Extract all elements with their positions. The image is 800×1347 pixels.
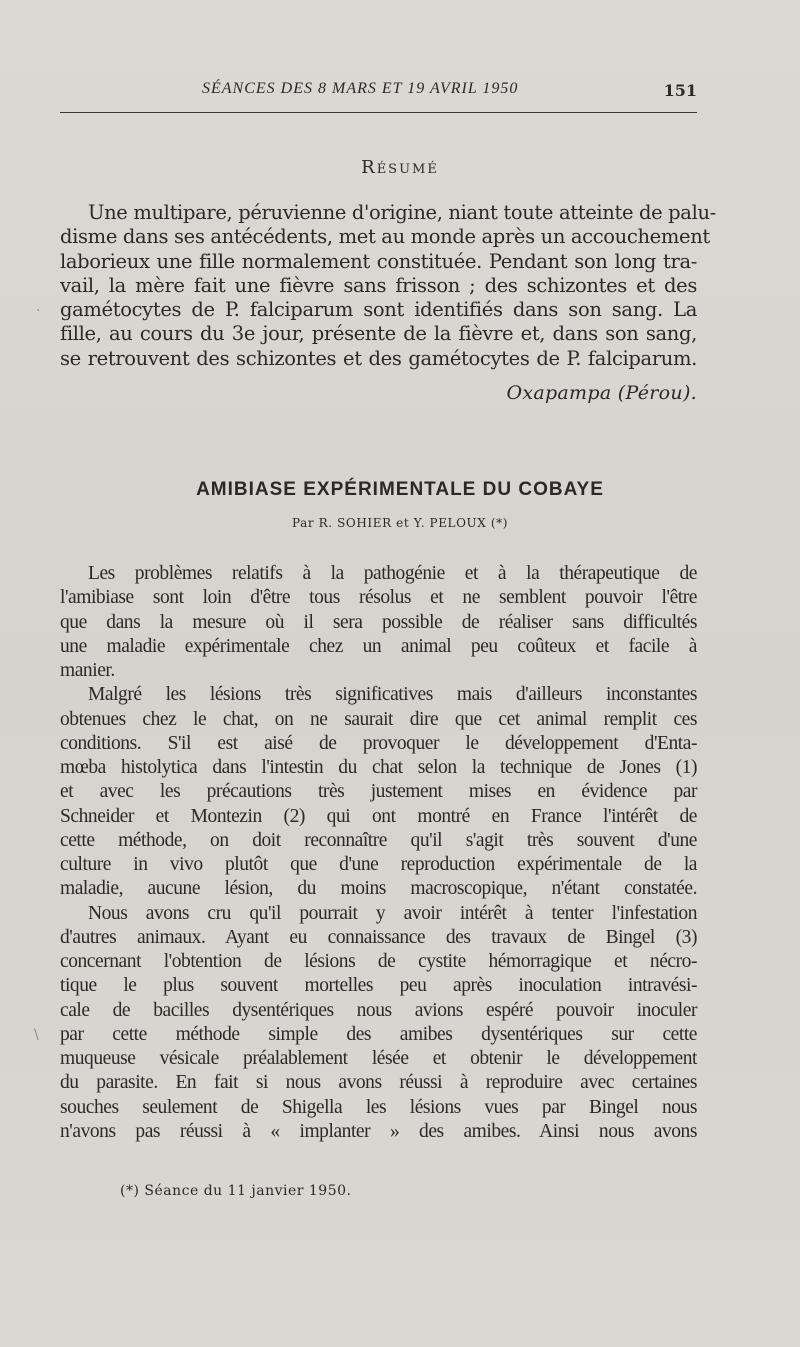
body-line: obtenues chez le chat, on ne saurait dire que cet animal remplit ces bbox=[60, 708, 697, 730]
body-line: l'amibiase sont loin d'être tous résolus et ne semblent pouvoir l'être bbox=[60, 587, 697, 609]
body-line: muqueuse vésicale préalablement lésée et obtenir le développement bbox=[60, 1048, 697, 1069]
article-byline: Par R. SOHIER et Y. PELOUX (*) bbox=[292, 516, 508, 530]
resume-line: laborieux une fille normalement constituée. Pendant son long tra- bbox=[60, 249, 697, 273]
body-line: et avec les précautions très justement mises en évidence par bbox=[60, 781, 697, 803]
body-line: Nous avons cru qu'il pourrait y avoir intérêt à tenter l'infestation bbox=[88, 902, 697, 924]
margin-mark: · bbox=[36, 303, 41, 319]
body-line: culture in vivo plutôt que d'une reproduction expérimentale de la bbox=[60, 854, 697, 875]
body-line: Schneider et Montezin (2) qui ont montré en France l'intérêt de bbox=[60, 805, 697, 827]
article-title: AMIBIASE EXPÉRIMENTALE DU COBAYE bbox=[196, 479, 604, 500]
body-line: n'avons pas réussi à « implanter » des amibes. Ainsi nous avons bbox=[60, 1120, 697, 1142]
resume-line: fille, au cours du 3e jour, présente de la fièvre et, dans son sang, bbox=[60, 322, 697, 346]
body-line: maladie, aucune lésion, du moins macroscopique, n'étant constatée. bbox=[60, 878, 697, 900]
header-rule bbox=[60, 112, 697, 113]
body-line: Malgré les lésions très significatives mais d'ailleurs inconstantes bbox=[88, 684, 697, 706]
body-line: une maladie expérimentale chez un animal peu coûteux et facile à bbox=[60, 635, 697, 657]
page-number: 151 bbox=[663, 81, 697, 100]
resume-line: disme dans ses antécédents, met au monde après un accouchement bbox=[60, 225, 710, 249]
body-line: mœba histolytica dans l'intestin du chat selon la technique de Jones (1) bbox=[60, 757, 697, 778]
resume-line: Une multipare, péruvienne d'origine, niant toute atteinte de palu- bbox=[88, 201, 716, 224]
body-line: tique le plus souvent mortelles peu après inoculation intravési- bbox=[60, 975, 697, 997]
body-line: d'autres animaux. Ayant eu connaissance des travaux de Bingel (3) bbox=[60, 926, 697, 948]
body-line: cale de bacilles dysentériques nous avions espéré pouvoir inoculer bbox=[60, 999, 697, 1021]
page-header bbox=[60, 80, 700, 106]
body-line: conditions. S'il est aisé de provoquer le développement d'Enta- bbox=[60, 732, 697, 754]
body-line: que dans la mesure où il sera possible de réaliser sans difficultés bbox=[60, 611, 697, 633]
body-line: Les problèmes relatifs à la pathogénie et à la thérapeutique de bbox=[88, 563, 697, 584]
footnote: (*) Séance du 11 janvier 1950. bbox=[120, 1183, 352, 1199]
body-line: concernant l'obtention de lésions de cystite hémorragique et nécro- bbox=[60, 951, 697, 972]
resume-line: se retrouvent des schizontes et des gamétocytes de P. falciparum. bbox=[60, 346, 697, 370]
body-line: manier. bbox=[60, 660, 115, 681]
resume-heading: Résumé bbox=[361, 157, 439, 178]
body-line: par cette méthode simple des amibes dysentériques sur cette bbox=[60, 1023, 697, 1045]
resume-line: vail, la mère fait une fièvre sans frisson ; des schizontes et des bbox=[60, 273, 697, 297]
running-head: SÉANCES DES 8 MARS ET 19 AVRIL 1950 bbox=[202, 80, 519, 97]
body-line: du parasite. En fait si nous avons réussi à reproduire avec certaines bbox=[60, 1072, 697, 1094]
article-body bbox=[60, 562, 697, 1144]
resume-line: gamétocytes de P. falciparum sont identifiés dans son sang. La bbox=[60, 298, 697, 322]
body-line: cette méthode, on doit reconnaître qu'il s'agit très souvent d'une bbox=[60, 829, 697, 851]
body-line: souches seulement de Shigella les lésions vues par Bingel nous bbox=[60, 1096, 697, 1118]
resume-paragraph bbox=[60, 201, 716, 371]
resume-signature: Oxapampa (Pérou). bbox=[506, 382, 697, 404]
margin-mark: \ bbox=[34, 1027, 39, 1043]
